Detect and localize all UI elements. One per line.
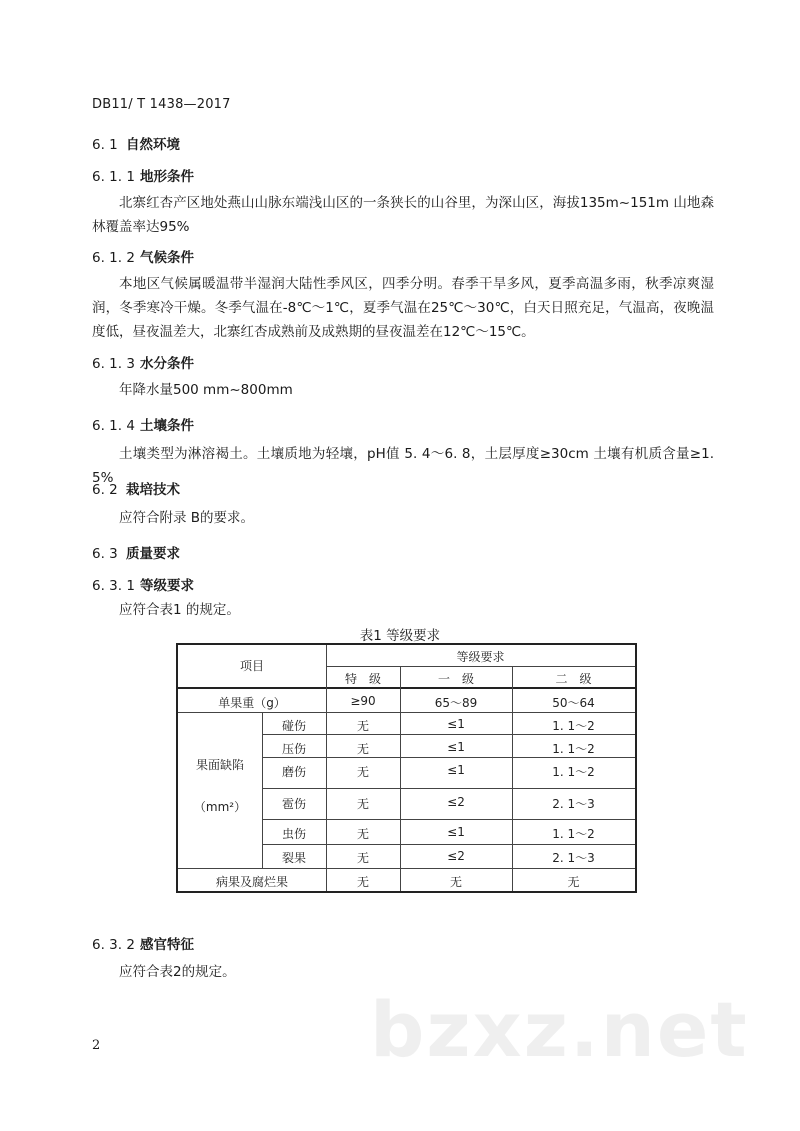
defect-name: 裂果 [281,851,306,865]
table-cell: 1. 1～2 [552,742,595,756]
table-cell: ≤1 [447,717,465,731]
table-cell: 无 [356,875,369,889]
section-6-1-2-heading [92,246,194,266]
section-6-1-4-heading [92,414,194,434]
section-6-1-4-body: 土壤类型为淋溶褐土。土壤质地为轻壤，pH值 5. 4～6. 8，土层厚度≥30cm 土壤有机质含量≥1. 5% [92,446,714,486]
section-title: 感官特征 [140,937,194,953]
header-grade-first: 一 级 [437,672,474,686]
table-rule [262,757,635,758]
table-cell: 2. 1～3 [552,851,595,865]
section-6-1-1-heading [92,165,194,185]
table-rule [262,734,635,735]
table-rule [326,666,635,667]
defect-name: 虫伤 [281,827,306,841]
section-title: 水分条件 [140,356,194,372]
defect-name: 雹伤 [281,797,306,811]
table-cell: ≤1 [447,763,465,777]
table-cell: 无 [356,851,369,865]
section-6-3-1-body: 应符合表1 的规定。 [119,602,240,618]
defect-name: 碰伤 [281,719,306,733]
table-cell: 50～64 [552,696,595,710]
defect-name: 压伤 [281,742,306,756]
section-number: 6. 3. 1 [92,578,135,594]
defect-name: 磨伤 [281,765,306,779]
section-title: 气候条件 [140,250,194,266]
section-title: 质量要求 [126,546,180,562]
section-6-3-2-heading [92,933,194,953]
table-cell: 无 [567,875,580,889]
section-number: 6. 1. 2 [92,250,135,266]
watermark: bzxz.net [370,985,749,1074]
table-cell: 无 [449,875,462,889]
table-cell: ≤2 [447,849,465,863]
table-rule [262,712,263,868]
section-number: 6. 1. 4 [92,418,135,434]
section-6-2-heading [92,478,180,498]
section-number: 6. 1. 3 [92,356,135,372]
grade-requirements-table [176,643,637,893]
defect-group-label: 果面缺陷 [195,758,244,772]
table-cell: 1. 1～2 [552,719,595,733]
table-cell: 无 [356,797,369,811]
table-cell: 无 [356,827,369,841]
weight-label: 单果重（g） [218,696,286,710]
section-6-1-3-heading [92,352,194,372]
table-rule [262,844,635,845]
table-cell: 无 [356,765,369,779]
table-rule [178,687,635,689]
section-6-1-heading [92,133,180,153]
table-cell: 1. 1～2 [552,765,595,779]
table-cell: 1. 1～2 [552,827,595,841]
section-title: 土壤条件 [140,418,194,434]
section-6-3-2-body: 应符合表2的规定。 [119,964,236,980]
table-cell: 65～89 [434,696,478,710]
section-6-1-2-body: 本地区气候属暖温带半湿润大陆性季风区，四季分明。春季干旱多风，夏季高温多雨，秋季凉爽湿润，冬季寒冷干燥。冬季气温在-8℃～1℃，夏季气温在25℃～30℃，白天日照充足，气温高，夜晚温度低，昼夜温差大，北寨红杏成熟前及成熟期的昼夜温差在12℃～15℃。 [92,276,714,340]
section-6-3-1-heading [92,574,194,594]
table-rule [262,819,635,820]
document-code: DB11/ T 1438—2017 [92,97,231,112]
section-6-2-body: 应符合附录 B的要求。 [119,510,255,526]
header-item: 项目 [239,659,264,673]
section-title: 等级要求 [140,578,194,594]
section-number: 6. 3. 2 [92,937,135,953]
disease-label: 病果及腐烂果 [215,875,288,889]
page-number: 2 [92,1038,101,1053]
table-cell: ≥90 [350,694,376,708]
section-6-3-heading [92,542,180,562]
table-cell: 无 [356,719,369,733]
section-title: 栽培技术 [126,482,180,498]
section-6-1-3-body: 年降水量500 mm~800mm [119,382,293,398]
table-rule [262,788,635,789]
table-cell: ≤2 [447,795,465,809]
header-grade-second: 二 级 [555,672,592,686]
header-grade-special: 特 级 [344,672,381,686]
section-number: 6. 3 [92,546,118,562]
table-rule [178,868,635,869]
section-number: 6. 1. 1 [92,169,135,185]
defect-group-unit: （mm²） [193,800,247,814]
header-grade-group: 等级要求 [456,650,505,664]
section-number: 6. 2 [92,482,118,498]
table-cell: ≤1 [447,740,465,754]
section-6-1-1-body: 北寨红杏产区地处燕山山脉东端浅山区的一条狭长的山谷里，为深山区，海拔135m~151m 山地森林覆盖率达95% [92,195,714,235]
table-rule [178,712,635,713]
section-title: 自然环境 [126,137,180,153]
table-cell: ≤1 [447,825,465,839]
section-title: 地形条件 [140,169,194,185]
table-cell: 2. 1～3 [552,797,595,811]
table-cell: 无 [356,742,369,756]
section-number: 6. 1 [92,137,118,153]
table-caption: 表1 等级要求 [359,628,441,644]
